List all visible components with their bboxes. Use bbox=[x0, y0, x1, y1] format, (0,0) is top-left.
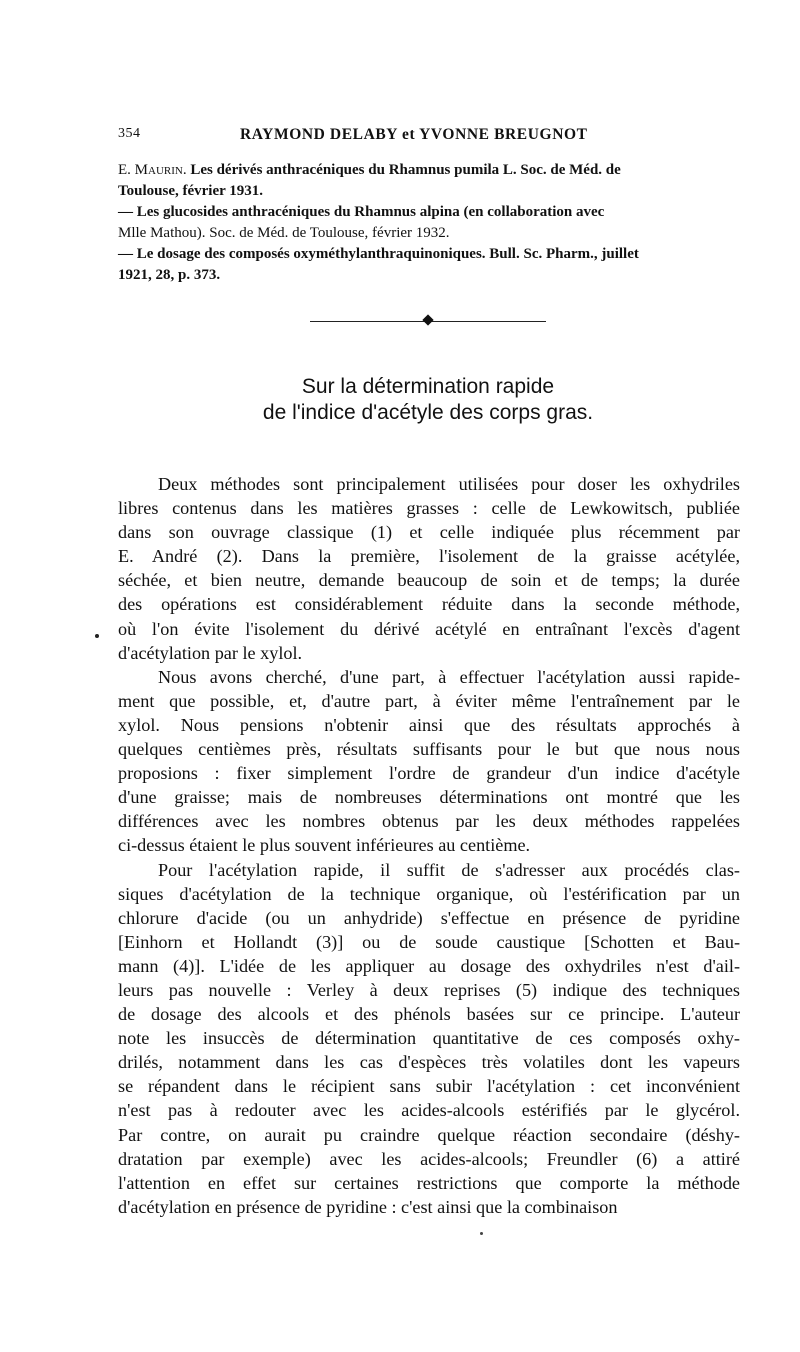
reference-text: Le dosage des composés oxyméthylanthraquinoniques. Bull. Sc. Pharm., juillet bbox=[136, 246, 639, 262]
body-line: Deux méthodes sont principalement utilisées pour doser les oxhydriles bbox=[158, 474, 740, 494]
body-line: note les insuccès de détermination quantitative de ces composés oxhy- bbox=[118, 1028, 740, 1049]
reference-item bbox=[118, 202, 738, 244]
body-line: des opérations est considérablement réduite dans la seconde méthode, bbox=[118, 594, 740, 615]
reference-author: — bbox=[118, 204, 133, 220]
body-line: Par contre, on aurait pu craindre quelque réaction secondaire (déshy- bbox=[118, 1124, 740, 1145]
reference-text: Mlle Mathou). Soc. de Méd. de Toulouse, février 1932. bbox=[118, 225, 450, 241]
body-line: libres contenus dans les matières grasses : celle de Lewkowitsch, publiée bbox=[118, 498, 740, 519]
running-head bbox=[118, 126, 738, 146]
page-speck bbox=[480, 1232, 483, 1235]
article-title-line: Sur la détermination rapide bbox=[301, 375, 555, 398]
body-line: différences avec les nombres obtenus par les deux méthodes rappelées bbox=[118, 811, 740, 832]
reference-text: Les glucosides anthracéniques du Rhamnus alpina (en collaboration avec bbox=[136, 204, 605, 220]
body-line: ment que possible, et, d'autre part, à éviter même l'entraînement par le bbox=[118, 690, 740, 711]
reference-line bbox=[118, 160, 738, 181]
running-title: RAYMOND DELABY et YVONNE BREUGNOT bbox=[240, 126, 588, 143]
body-line: de dosage des alcools et des phénols basées sur ce principe. L'auteur bbox=[118, 1004, 740, 1025]
article-title bbox=[118, 374, 738, 426]
body-line: d'acétylation en présence de pyridine : c'est ainsi que la combinaison bbox=[118, 1196, 618, 1217]
page-number: 354 bbox=[118, 126, 141, 141]
body-line: ci-dessus étaient le plus souvent inférieures au centième. bbox=[118, 835, 531, 856]
body-line: l'attention en effet sur certaines restrictions que comporte la méthode bbox=[118, 1172, 740, 1193]
reference-item bbox=[118, 244, 738, 286]
body-line: chlorure d'acide (ou un anhydride) s'effectue en présence de pyridine bbox=[118, 907, 740, 928]
body-line: se répandent dans le récipient sans subir l'acétylation : cet inconvénient bbox=[118, 1076, 740, 1097]
body-line: leurs pas nouvelle : Verley à deux reprises (5) indique des techniques bbox=[118, 979, 740, 1000]
body-line: d'acétylation par le xylol. bbox=[118, 642, 303, 663]
reference-text: Toulouse, février 1931. bbox=[118, 183, 263, 199]
article-title-line: de l'indice d'acétyle des corps gras. bbox=[262, 401, 594, 424]
reference-item bbox=[118, 160, 738, 202]
reference-line bbox=[118, 244, 738, 265]
reference-text: Les dérivés anthracéniques du Rhamnus pumila L. Soc. de Méd. de bbox=[190, 162, 621, 178]
body-line: xylol. Nous pensions n'obtenir ainsi que des résultats approchés à bbox=[118, 714, 740, 735]
reference-line bbox=[118, 202, 738, 223]
body-line: d'une graisse; mais de nombreuses déterminations ont montré que les bbox=[118, 787, 740, 808]
body-line: dratation par exemple) avec les acides-alcools; Freundler (6) a attiré bbox=[118, 1148, 740, 1169]
body-line: séchée, et bien neutre, demande beaucoup de soin et de temps; la durée bbox=[118, 570, 740, 591]
reference-text: 1921, 28, p. 373. bbox=[118, 267, 221, 283]
body-line: proposions : fixer simplement l'ordre de grandeur d'un indice d'acétyle bbox=[118, 763, 740, 784]
body-line: quelques centièmes près, résultats suffisants pour le but que nous nous bbox=[118, 739, 740, 760]
body-line: dans son ouvrage classique (1) et celle indiquée plus récemment par bbox=[118, 522, 740, 543]
reference-author: — bbox=[118, 246, 133, 262]
body-line: [Einhorn et Hollandt (3)] ou de soude caustique [Schotten et Bau- bbox=[118, 931, 740, 952]
reference-list bbox=[118, 160, 738, 286]
margin-mark bbox=[95, 634, 99, 638]
body-line: où l'on évite l'isolement du dérivé acétylé en entraînant l'excès d'agent bbox=[118, 618, 740, 639]
body-line: Nous avons cherché, d'une part, à effectuer l'acétylation aussi rapide- bbox=[158, 666, 740, 687]
divider-diamond-icon bbox=[422, 314, 433, 325]
body-line: mann (4)]. L'idée de les appliquer au dosage des oxhydriles n'est d'ail- bbox=[118, 955, 740, 976]
body-line: E. André (2). Dans la première, l'isolement de la graisse acétylée, bbox=[118, 546, 740, 567]
body-line: drilés, notamment dans les cas d'espèces très volatiles dont les vapeurs bbox=[118, 1052, 740, 1073]
reference-author: E. Maurin. bbox=[118, 162, 187, 178]
body-line: Pour l'acétylation rapide, il suffit de s'adresser aux procédés clas- bbox=[158, 859, 740, 880]
body-line: siques d'acétylation de la technique organique, où l'estérification par un bbox=[118, 883, 740, 904]
article-body bbox=[118, 472, 740, 1219]
body-line: n'est pas à redouter avec les acides-alcools estérifiés par le glycérol. bbox=[118, 1100, 740, 1121]
